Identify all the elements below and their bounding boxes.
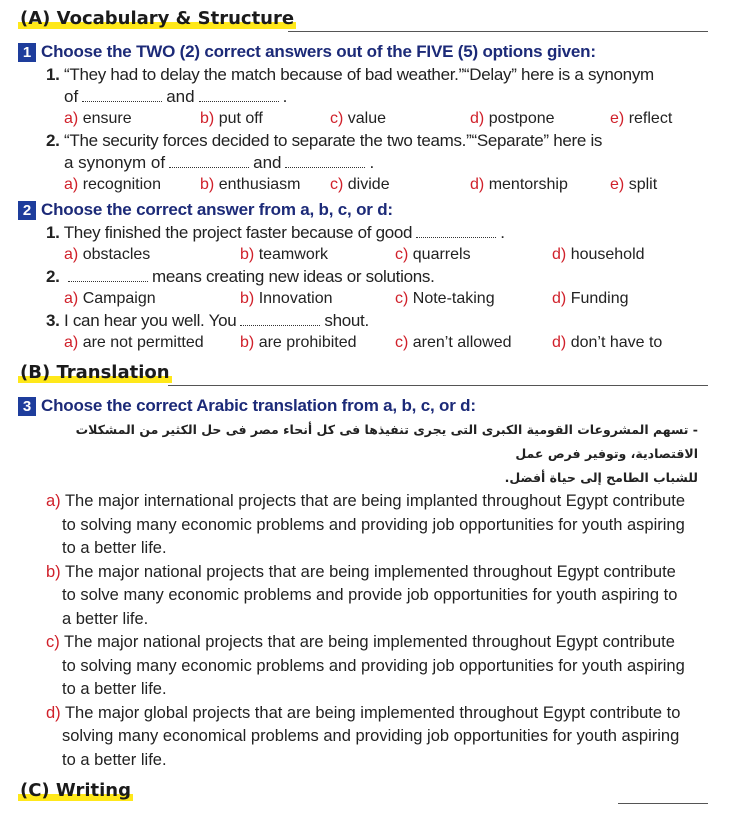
option-text: Innovation: [258, 290, 333, 307]
question-item: [18, 130, 738, 152]
answer-blank: [416, 227, 496, 238]
section-title: (B) Translation: [20, 362, 170, 383]
option-text: quarrels: [412, 246, 471, 263]
option-text: The major global projects that are being implemented throughout Egypt contribute to solving many economical problems and providing job opportunities for youth aspiring to a better life.: [62, 703, 681, 769]
answer-blank: [285, 157, 365, 168]
translation-option: [46, 631, 688, 702]
option-letter: a): [64, 246, 79, 263]
option-text: Funding: [570, 290, 629, 307]
option: [470, 108, 610, 130]
option: [200, 108, 330, 130]
question-2-title: [18, 200, 738, 220]
item-number: 3.: [46, 311, 60, 330]
option-text: mentorship: [488, 176, 568, 193]
option-letter: a): [64, 334, 79, 351]
divider: [168, 385, 708, 386]
option-letter: c): [395, 290, 409, 307]
worksheet: [0, 8, 738, 810]
question-item: [18, 64, 738, 86]
item-text: .: [500, 223, 505, 242]
option-letter: d): [46, 703, 61, 722]
option-letter: e): [610, 110, 625, 127]
option-letter: a): [64, 110, 79, 127]
option-letter: c): [330, 176, 344, 193]
option: [610, 108, 690, 130]
arabic-line: للشباب الطامح إلى حياة أفضل.: [504, 470, 698, 485]
option: [240, 332, 395, 354]
item-text: I can hear you well. You: [64, 311, 237, 330]
question-text: Choose the correct Arabic translation from a, b, c, or d:: [41, 396, 476, 415]
option-letter: c): [395, 246, 409, 263]
option: [240, 288, 395, 310]
options-row: [18, 332, 738, 354]
divider: [618, 803, 708, 804]
options-row: [18, 244, 738, 266]
answer-blank: [82, 91, 162, 102]
option: [64, 288, 240, 310]
translation-option: [46, 490, 688, 561]
question-3-title: [18, 396, 738, 416]
option-text: household: [570, 246, 645, 263]
divider: [288, 31, 708, 32]
answer-blank: [199, 91, 279, 102]
option-text: are prohibited: [258, 334, 357, 351]
item-number: 1.: [46, 65, 60, 84]
option-letter: a): [46, 492, 61, 510]
section-c-header: [18, 780, 738, 810]
item-continuation: [18, 86, 738, 108]
option: [64, 244, 240, 266]
arabic-sentence: [18, 418, 738, 490]
option-letter: d): [552, 334, 567, 351]
section-title: (A) Vocabulary & Structure: [20, 8, 295, 29]
options-row: [18, 288, 738, 310]
item-continuation: [18, 152, 738, 174]
option-text: divide: [347, 176, 390, 193]
item-text: a synonym of: [64, 153, 166, 172]
answer-blank: [68, 271, 148, 282]
answer-blank: [169, 157, 249, 168]
option-letter: c): [46, 633, 60, 651]
question-text: Choose the correct answer from a, b, c, or d:: [41, 200, 393, 219]
item-text: shout.: [324, 311, 369, 330]
item-text: .: [369, 153, 375, 172]
option-letter: b): [240, 334, 255, 351]
option: [395, 288, 552, 310]
option-letter: a): [64, 176, 79, 193]
option-text: teamwork: [258, 246, 329, 263]
option: [395, 332, 552, 354]
option-text: Note-taking: [412, 290, 495, 307]
option: [395, 244, 552, 266]
option-text: obstacles: [82, 246, 151, 263]
item-text: “They had to delay the match because of bad weather.”“Delay” here is a synonym: [64, 65, 654, 84]
option-text: are not permitted: [82, 334, 204, 351]
option-letter: a): [64, 290, 79, 307]
option: [552, 332, 702, 354]
option: [64, 332, 240, 354]
option-letter: c): [330, 110, 344, 127]
option: [470, 174, 610, 196]
question-item: [18, 222, 738, 244]
item-number: 2.: [46, 131, 60, 150]
section-title: (C) Writing: [20, 780, 131, 801]
section-a-header: [18, 8, 738, 38]
translation-option: [46, 561, 688, 632]
option-letter: b): [200, 110, 215, 127]
option-letter: e): [610, 176, 625, 193]
question-item: [18, 310, 738, 332]
option-text: postpone: [488, 110, 555, 127]
option: [552, 244, 702, 266]
option-text: The major international projects that are being implanted throughout Egypt contribute to solving many economic problems and providing job opportunities for youth aspiring to a better life.: [62, 492, 686, 557]
option: [552, 288, 702, 310]
option-text: split: [628, 176, 658, 193]
item-text: “The security forces decided to separate the two teams.”“Separate” here is: [64, 131, 603, 150]
option-text: value: [347, 110, 387, 127]
option-letter: b): [200, 176, 215, 193]
option-letter: c): [395, 334, 409, 351]
question-number: 1: [18, 43, 36, 62]
item-number: 2.: [46, 267, 60, 286]
option-text: The major national projects that are being implemented throughout Egypt contribute to solving many economic problems and providing job opportunities for youth aspiring to a better life.: [62, 633, 685, 698]
option-text: recognition: [82, 176, 161, 193]
item-text: and: [253, 153, 282, 172]
option-letter: d): [552, 290, 567, 307]
option-letter: b): [240, 246, 255, 263]
question-number: 3: [18, 397, 36, 416]
option-text: The major national projects that are being implemented throughout Egypt contribute to solve many economic problems and provide job opportunities for youth aspiring to a better life.: [62, 562, 678, 628]
section-b-header: [18, 362, 738, 392]
option-letter: b): [46, 562, 61, 581]
option-text: aren’t allowed: [412, 334, 512, 351]
item-text: of: [64, 87, 79, 106]
option-letter: d): [470, 110, 485, 127]
options-row: [18, 174, 738, 196]
question-text: Choose the TWO (2) correct answers out of the FIVE (5) options given:: [41, 42, 596, 61]
option: [64, 174, 200, 196]
item-text: and: [166, 87, 195, 106]
option: [240, 244, 395, 266]
item-text: .: [282, 87, 288, 106]
arabic-line: - تسهم المشروعات القومية الكبرى التى يجرى تنفيذها فى كل أنحاء مصر فى حل الكثير من المشكلات الاقتصادية، وتوفير فرص عمل: [75, 422, 698, 461]
option: [64, 108, 200, 130]
item-text: They finished the project faster because of good: [63, 223, 413, 242]
option-letter: d): [552, 246, 567, 263]
option: [330, 108, 470, 130]
answer-blank: [240, 315, 320, 326]
question-1-title: [18, 42, 738, 62]
translation-option: [46, 702, 688, 773]
option: [610, 174, 690, 196]
option-text: enthusiasm: [218, 176, 301, 193]
option-text: ensure: [82, 110, 132, 127]
question-number: 2: [18, 201, 36, 220]
option-text: put off: [218, 110, 263, 127]
item-number: 1.: [46, 223, 60, 242]
option-text: reflect: [628, 110, 673, 127]
item-text: means creating new ideas or solutions.: [152, 267, 435, 286]
option: [330, 174, 470, 196]
option-letter: b): [240, 290, 255, 307]
option-letter: d): [470, 176, 485, 193]
options-row: [18, 108, 738, 130]
question-item: [18, 266, 738, 288]
option-text: don’t have to: [570, 334, 663, 351]
option-text: Campaign: [82, 290, 156, 307]
option: [200, 174, 330, 196]
